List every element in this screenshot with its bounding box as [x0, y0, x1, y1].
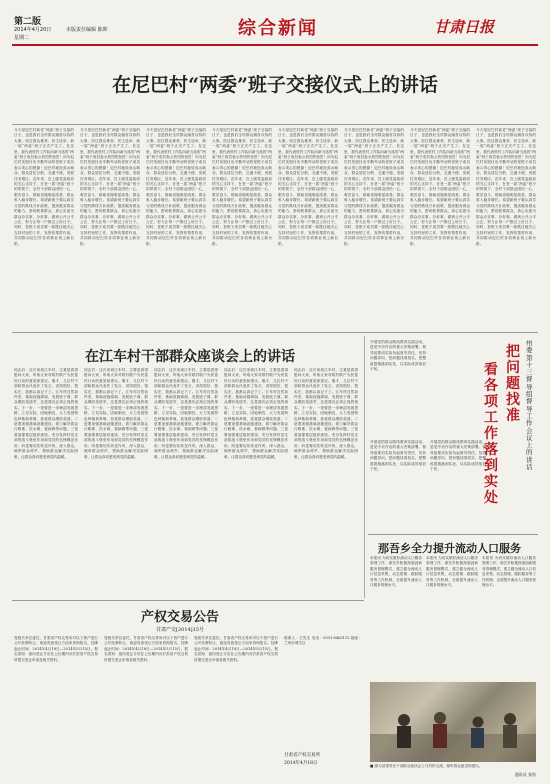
article1-col-4: 今天是尼巴村新老“两委”班子交接的日子，也是我们全村群众翘首以待的大事。经过群众推荐、民主选举，新一届“两委”班子正式产生了。在这里，我代表驻村工作队向新当选的“两委”班子成员表示热烈的祝贺！向为尼巴村发展付出辛勤劳动的老班子成员表示衷心的感谢！尼巴村地处高山峡谷，群众居住分散，交通不便，发展任务艰巨。近年来，在上级党委政府的关心支持下，在老一届“两委”班子的带领下，全村干部群众团结一心，艰苦奋斗，基础设施明显改善，群众收入稳步增长。希望新班子要认真学习党的路线方针政策，提高服务群众的能力，密切联系群众，真心实意为群众办实事、办好事，做到公开公平公正，努力让每一户都过上好日子。同时，老班子成员要一如既往地关心支持村里的工作，发挥传帮带作用，共同推动尼巴村各项事业再上新台阶。	[212, 128, 272, 246]
property-col-1: 受相关单位委托，甘肃省产权交易所对以下资产进行公开挂牌转让，欢迎有意受让方前来咨询报名。挂牌起止时间：2014年4月18日—2014年5月15日。报名须知：意向受让方应在公告期内向甘肃省产权交易所提交受让申请及相关资料。	[14, 636, 98, 662]
article2-col-5: 同志们：这次来到江车村，主要是看望慰问大家，听取大家对联村联户为民富民行动的意见和建议。刚才，几位村干部和群众代表作了发言，讲得很好，很实在，我都认真记下了。江车村自然条件差，基础设施薄弱，发展底子薄，群众增收渠道窄，这是我们必须正视的现实。下一步，一是要进一步理清发展思路，立足实际，因地制宜，大力发展特色种植和养殖，拓宽群众增收渠道；二是要加强基础设施建设，着力解决群众行路难、饮水难、看病难等问题；三是要加强基层组织建设，充分发挥村党支部的战斗堡垒作用和党员的先锋模范作用；四是要切实转变作风，深入群众，倾听群众呼声，帮助群众解决实际困难，让群众真切感受到党的温暖。	[294, 368, 358, 459]
property-contact: 联系人：王先生 电话：0931-8465115 地址：兰州市城关区	[284, 636, 362, 646]
property-title: 产权交易公告	[140, 610, 219, 625]
article2-right-rule	[364, 336, 365, 598]
property-footer-date: 2014年4月18日	[284, 761, 318, 766]
page-number: 第二版	[14, 17, 42, 27]
news-photo-figures	[370, 682, 536, 762]
property-col-2: 受相关单位委托，甘肃省产权交易所对以下资产进行公开挂牌转让，欢迎有意受让方前来咨询报名。挂牌起止时间：2014年4月18日—2014年5月15日。报名须知：意向受让方应在公告期内向甘肃省产权交易所提交受让申请及相关资料。	[104, 636, 188, 662]
article2-col-2: 同志们：这次来到江车村，主要是看望慰问大家，听取大家对联村联户为民富民行动的意见和建议。刚才，几位村干部和群众代表作了发言，讲得很好，很实在，我都认真记下了。江车村自然条件差，基础设施薄弱，发展底子薄，群众增收渠道窄，这是我们必须正视的现实。下一步，一是要进一步理清发展思路，立足实际，因地制宜，大力发展特色种植和养殖，拓宽群众增收渠道；二是要加强基础设施建设，着力解决群众行路难、饮水难、看病难等问题；三是要加强基层组织建设，充分发挥村党支部的战斗堡垒作用和党员的先锋模范作用；四是要切实转变作风，深入群众，倾听群众呼声，帮助群众解决实际困难，让群众真切感受到党的温暖。	[84, 368, 148, 459]
sidebar-title-2: 看各项工作落到实处	[484, 362, 498, 506]
issue-date: 2014年4月20日	[14, 27, 52, 33]
article1-col-5: 今天是尼巴村新老“两委”班子交接的日子，也是我们全村群众翘首以待的大事。经过群众推荐、民主选举，新一届“两委”班子正式产生了。在这里，我代表驻村工作队向新当选的“两委”班子成员表示热烈的祝贺！向为尼巴村发展付出辛勤劳动的老班子成员表示衷心的感谢！尼巴村地处高山峡谷，群众居住分散，交通不便，发展任务艰巨。近年来，在上级党委政府的关心支持下，在老一届“两委”班子的带领下，全村干部群众团结一心，艰苦奋斗，基础设施明显改善，群众收入稳步增长。希望新班子要认真学习党的路线方针政策，提高服务群众的能力，密切联系群众，真心实意为群众办实事、办好事，做到公开公平公正，努力让每一户都过上好日子。同时，老班子成员要一如既往地关心支持村里的工作，发挥传帮带作用，共同推动尼巴村各项事业再上新台阶。	[278, 128, 338, 246]
article1-rule	[12, 124, 538, 125]
article2-col-1: 同志们：这次来到江车村，主要是看望慰问大家，听取大家对联村联户为民富民行动的意见和建议。刚才，几位村干部和群众代表作了发言，讲得很好，很实在，我都认真记下了。江车村自然条件差，基础设施薄弱，发展底子薄，群众增收渠道窄，这是我们必须正视的现实。下一步，一是要进一步理清发展思路，立足实际，因地制宜，大力发展特色种植和养殖，拓宽群众增收渠道；二是要加强基础设施建设，着力解决群众行路难、饮水难、看病难等问题；三是要加强基层组织建设，充分发挥村党支部的战斗堡垒作用和党员的先锋模范作用；四是要切实转变作风，深入群众，倾听群众呼声，帮助群众解决实际困难，让群众真切感受到党的温暖。	[14, 368, 78, 459]
article1-title: 在尼巴村“两委”班子交接仪式上的讲话	[112, 74, 438, 96]
article3-title: 那吾乡全力提升流动人口服务	[378, 542, 521, 555]
sidebar-rule	[368, 534, 538, 535]
sidebar-title-1: 把问题找准	[506, 344, 520, 424]
paper-logo: 甘肃日报	[434, 18, 495, 36]
section-title: 综合新闻	[238, 18, 318, 39]
editor-label: 本版责任编辑 陈晖	[66, 27, 108, 33]
sidebar-col-1: 开展党的群众路线教育实践活动，是党中央作出的重大决策部署。督导组要切实担负起督导责任，坚持问题导向，把问题找准找实，把整改措施落到实处，以实际成效取信于民。	[370, 340, 426, 372]
sidebar-vertical-subtitle: 州委第十三督导组督导工作会议上的讲话	[526, 340, 533, 472]
article2-col-3: 同志们：这次来到江车村，主要是看望慰问大家，听取大家对联村联户为民富民行动的意见和建议。刚才，几位村干部和群众代表作了发言，讲得很好，很实在，我都认真记下了。江车村自然条件差，基础设施薄弱，发展底子薄，群众增收渠道窄，这是我们必须正视的现实。下一步，一是要进一步理清发展思路，立足实际，因地制宜，大力发展特色种植和养殖，拓宽群众增收渠道；二是要加强基础设施建设，着力解决群众行路难、饮水难、看病难等问题；三是要加强基层组织建设，充分发挥村党支部的战斗堡垒作用和党员的先锋模范作用；四是要切实转变作风，深入群众，倾听群众呼声，帮助群众解决实际困难，让群众真切感受到党的温暖。	[154, 368, 218, 459]
divider-2	[12, 600, 364, 601]
article1-col-1: 今天是尼巴村新老“两委”班子交接的日子，也是我们全村群众翘首以待的大事。经过群众推荐、民主选举，新一届“两委”班子正式产生了。在这里，我代表驻村工作队向新当选的“两委”班子成员表示热烈的祝贺！向为尼巴村发展付出辛勤劳动的老班子成员表示衷心的感谢！尼巴村地处高山峡谷，群众居住分散，交通不便，发展任务艰巨。近年来，在上级党委政府的关心支持下，在老一届“两委”班子的带领下，全村干部群众团结一心，艰苦奋斗，基础设施明显改善，群众收入稳步增长。希望新班子要认真学习党的路线方针政策，提高服务群众的能力，密切联系群众，真心实意为群众办实事、办好事，做到公开公平公正，努力让每一户都过上好日子。同时，老班子成员要一如既往地关心支持村里的工作，发挥传帮带作用，共同推动尼巴村各项事业再上新台阶。	[14, 128, 74, 246]
article1-col-8: 今天是尼巴村新老“两委”班子交接的日子，也是我们全村群众翘首以待的大事。经过群众推荐、民主选举，新一届“两委”班子正式产生了。在这里，我代表驻村工作队向新当选的“两委”班子成员表示热烈的祝贺！向为尼巴村发展付出辛勤劳动的老班子成员表示衷心的感谢！尼巴村地处高山峡谷，群众居住分散，交通不便，发展任务艰巨。近年来，在上级党委政府的关心支持下，在老一届“两委”班子的带领下，全村干部群众团结一心，艰苦奋斗，基础设施明显改善，群众收入稳步增长。希望新班子要认真学习党的路线方针政策，提高服务群众的能力，密切联系群众，真心实意为群众办实事、办好事，做到公开公平公正，努力让每一户都过上好日子。同时，老班子成员要一如既往地关心支持村里的工作，发挥传帮带作用，共同推动尼巴村各项事业再上新台阶。	[476, 128, 536, 246]
article3-col-3: 本报讯 为切实做好流动人口服务管理工作，那吾乡积极探索创新服务管理模式，建立健全流动人口信息采集、动态管理、跟踪服务等工作机制，全面提升流动人口服务管理水平。	[482, 556, 536, 588]
article1-col-3: 今天是尼巴村新老“两委”班子交接的日子，也是我们全村群众翘首以待的大事。经过群众推荐、民主选举，新一届“两委”班子正式产生了。在这里，我代表驻村工作队向新当选的“两委”班子成员表示热烈的祝贺！向为尼巴村发展付出辛勤劳动的老班子成员表示衷心的感谢！尼巴村地处高山峡谷，群众居住分散，交通不便，发展任务艰巨。近年来，在上级党委政府的关心支持下，在老一届“两委”班子的带领下，全村干部群众团结一心，艰苦奋斗，基础设施明显改善，群众收入稳步增长。希望新班子要认真学习党的路线方针政策，提高服务群众的能力，密切联系群众，真心实意为群众办实事、办好事，做到公开公平公正，努力让每一户都过上好日子。同时，老班子成员要一如既往地关心支持村里的工作，发挥传帮带作用，共同推动尼巴村各项事业再上新台阶。	[146, 128, 206, 246]
article2-title: 在江车村干部群众座谈会上的讲话	[85, 349, 295, 365]
sidebar-col-3: 开展党的群众路线教育实践活动，是党中央作出的重大决策部署。督导组要切实担负起督导责任，坚持问题导向，把问题找准找实，把整改措施落到实处，以实际成效取信于民。	[430, 440, 486, 472]
property-footer-org: 甘肃省产权交易所	[284, 753, 320, 758]
article3-col-2: 本报讯 为切实做好流动人口服务管理工作，那吾乡积极探索创新服务管理模式，建立健全流动人口信息采集、动态管理、跟踪服务等工作机制，全面提升流动人口服务管理水平。	[426, 556, 478, 588]
article1-col-7: 今天是尼巴村新老“两委”班子交接的日子，也是我们全村群众翘首以待的大事。经过群众推荐、民主选举，新一届“两委”班子正式产生了。在这里，我代表驻村工作队向新当选的“两委”班子成员表示热烈的祝贺！向为尼巴村发展付出辛勤劳动的老班子成员表示衷心的感谢！尼巴村地处高山峡谷，群众居住分散，交通不便，发展任务艰巨。近年来，在上级党委政府的关心支持下，在老一届“两委”班子的带领下，全村干部群众团结一心，艰苦奋斗，基础设施明显改善，群众收入稳步增长。希望新班子要认真学习党的路线方针政策，提高服务群众的能力，密切联系群众，真心实意为群众办实事、办好事，做到公开公平公正，努力让每一户都过上好日子。同时，老班子成员要一如既往地关心支持村里的工作，发挥传帮带作用，共同推动尼巴村各项事业再上新台阶。	[410, 128, 470, 246]
divider-1	[12, 332, 538, 333]
article1-col-2: 今天是尼巴村新老“两委”班子交接的日子，也是我们全村群众翘首以待的大事。经过群众推荐、民主选举，新一届“两委”班子正式产生了。在这里，我代表驻村工作队向新当选的“两委”班子成员表示热烈的祝贺！向为尼巴村发展付出辛勤劳动的老班子成员表示衷心的感谢！尼巴村地处高山峡谷，群众居住分散，交通不便，发展任务艰巨。近年来，在上级党委政府的关心支持下，在老一届“两委”班子的带领下，全村干部群众团结一心，艰苦奋斗，基础设施明显改善，群众收入稳步增长。希望新班子要认真学习党的路线方针政策，提高服务群众的能力，密切联系群众，真心实意为群众办实事、办好事，做到公开公平公正，努力让每一户都过上好日子。同时，老班子成员要一如既往地关心支持村里的工作，发挥传帮带作用，共同推动尼巴村各项事业再上新台阶。	[80, 128, 140, 246]
byline: 通讯员 张彤	[514, 772, 536, 777]
article1-col-6: 今天是尼巴村新老“两委”班子交接的日子，也是我们全村群众翘首以待的大事。经过群众推荐、民主选举，新一届“两委”班子正式产生了。在这里，我代表驻村工作队向新当选的“两委”班子成员表示热烈的祝贺！向为尼巴村发展付出辛勤劳动的老班子成员表示衷心的感谢！尼巴村地处高山峡谷，群众居住分散，交通不便，发展任务艰巨。近年来，在上级党委政府的关心支持下，在老一届“两委”班子的带领下，全村干部群众团结一心，艰苦奋斗，基础设施明显改善，群众收入稳步增长。希望新班子要认真学习党的路线方针政策，提高服务群众的能力，密切联系群众，真心实意为群众办实事、办好事，做到公开公平公正，努力让每一户都过上好日子。同时，老班子成员要一如既往地关心支持村里的工作，发挥传帮带作用，共同推动尼巴村各项事业再上新台阶。	[344, 128, 404, 246]
property-col-3: 受相关单位委托，甘肃省产权交易所对以下资产进行公开挂牌转让，欢迎有意受让方前来咨询报名。挂牌起止时间：2014年4月18日—2014年5月15日。报名须知：意向受让方应在公告期内向甘肃省产权交易所提交受让申请及相关资料。	[194, 636, 278, 662]
news-photo	[370, 682, 536, 762]
masthead-rule	[12, 44, 538, 46]
sidebar-col-2: 开展党的群众路线教育实践活动，是党中央作出的重大决策部署。督导组要切实担负起督导责任，坚持问题导向，把问题找准找实，把整改措施落到实处，以实际成效取信于民。	[370, 440, 426, 472]
article2-col-4: 同志们：这次来到江车村，主要是看望慰问大家，听取大家对联村联户为民富民行动的意见和建议。刚才，几位村干部和群众代表作了发言，讲得很好，很实在，我都认真记下了。江车村自然条件差，基础设施薄弱，发展底子薄，群众增收渠道窄，这是我们必须正视的现实。下一步，一是要进一步理清发展思路，立足实际，因地制宜，大力发展特色种植和养殖，拓宽群众增收渠道；二是要加强基础设施建设，着力解决群众行路难、饮水难、看病难等问题；三是要加强基层组织建设，充分发挥村党支部的战斗堡垒作用和党员的先锋模范作用；四是要切实转变作风，深入群众，倾听群众呼声，帮助群众解决实际困难，让群众真切感受到党的温暖。	[224, 368, 288, 459]
article3-col-1: 本报讯 为切实做好流动人口服务管理工作，那吾乡积极探索创新服务管理模式，建立健全流动人口信息采集、动态管理、跟踪服务等工作机制，全面提升流动人口服务管理水平。	[370, 556, 422, 588]
property-subtitle: 甘肃产交[2014]15号	[156, 627, 204, 633]
issue-weekday: 星期二	[14, 35, 30, 41]
photo-caption: ■ 图为县领导在干部群众座谈会上与村民交流，倾听群众意见和建议。	[370, 764, 483, 768]
